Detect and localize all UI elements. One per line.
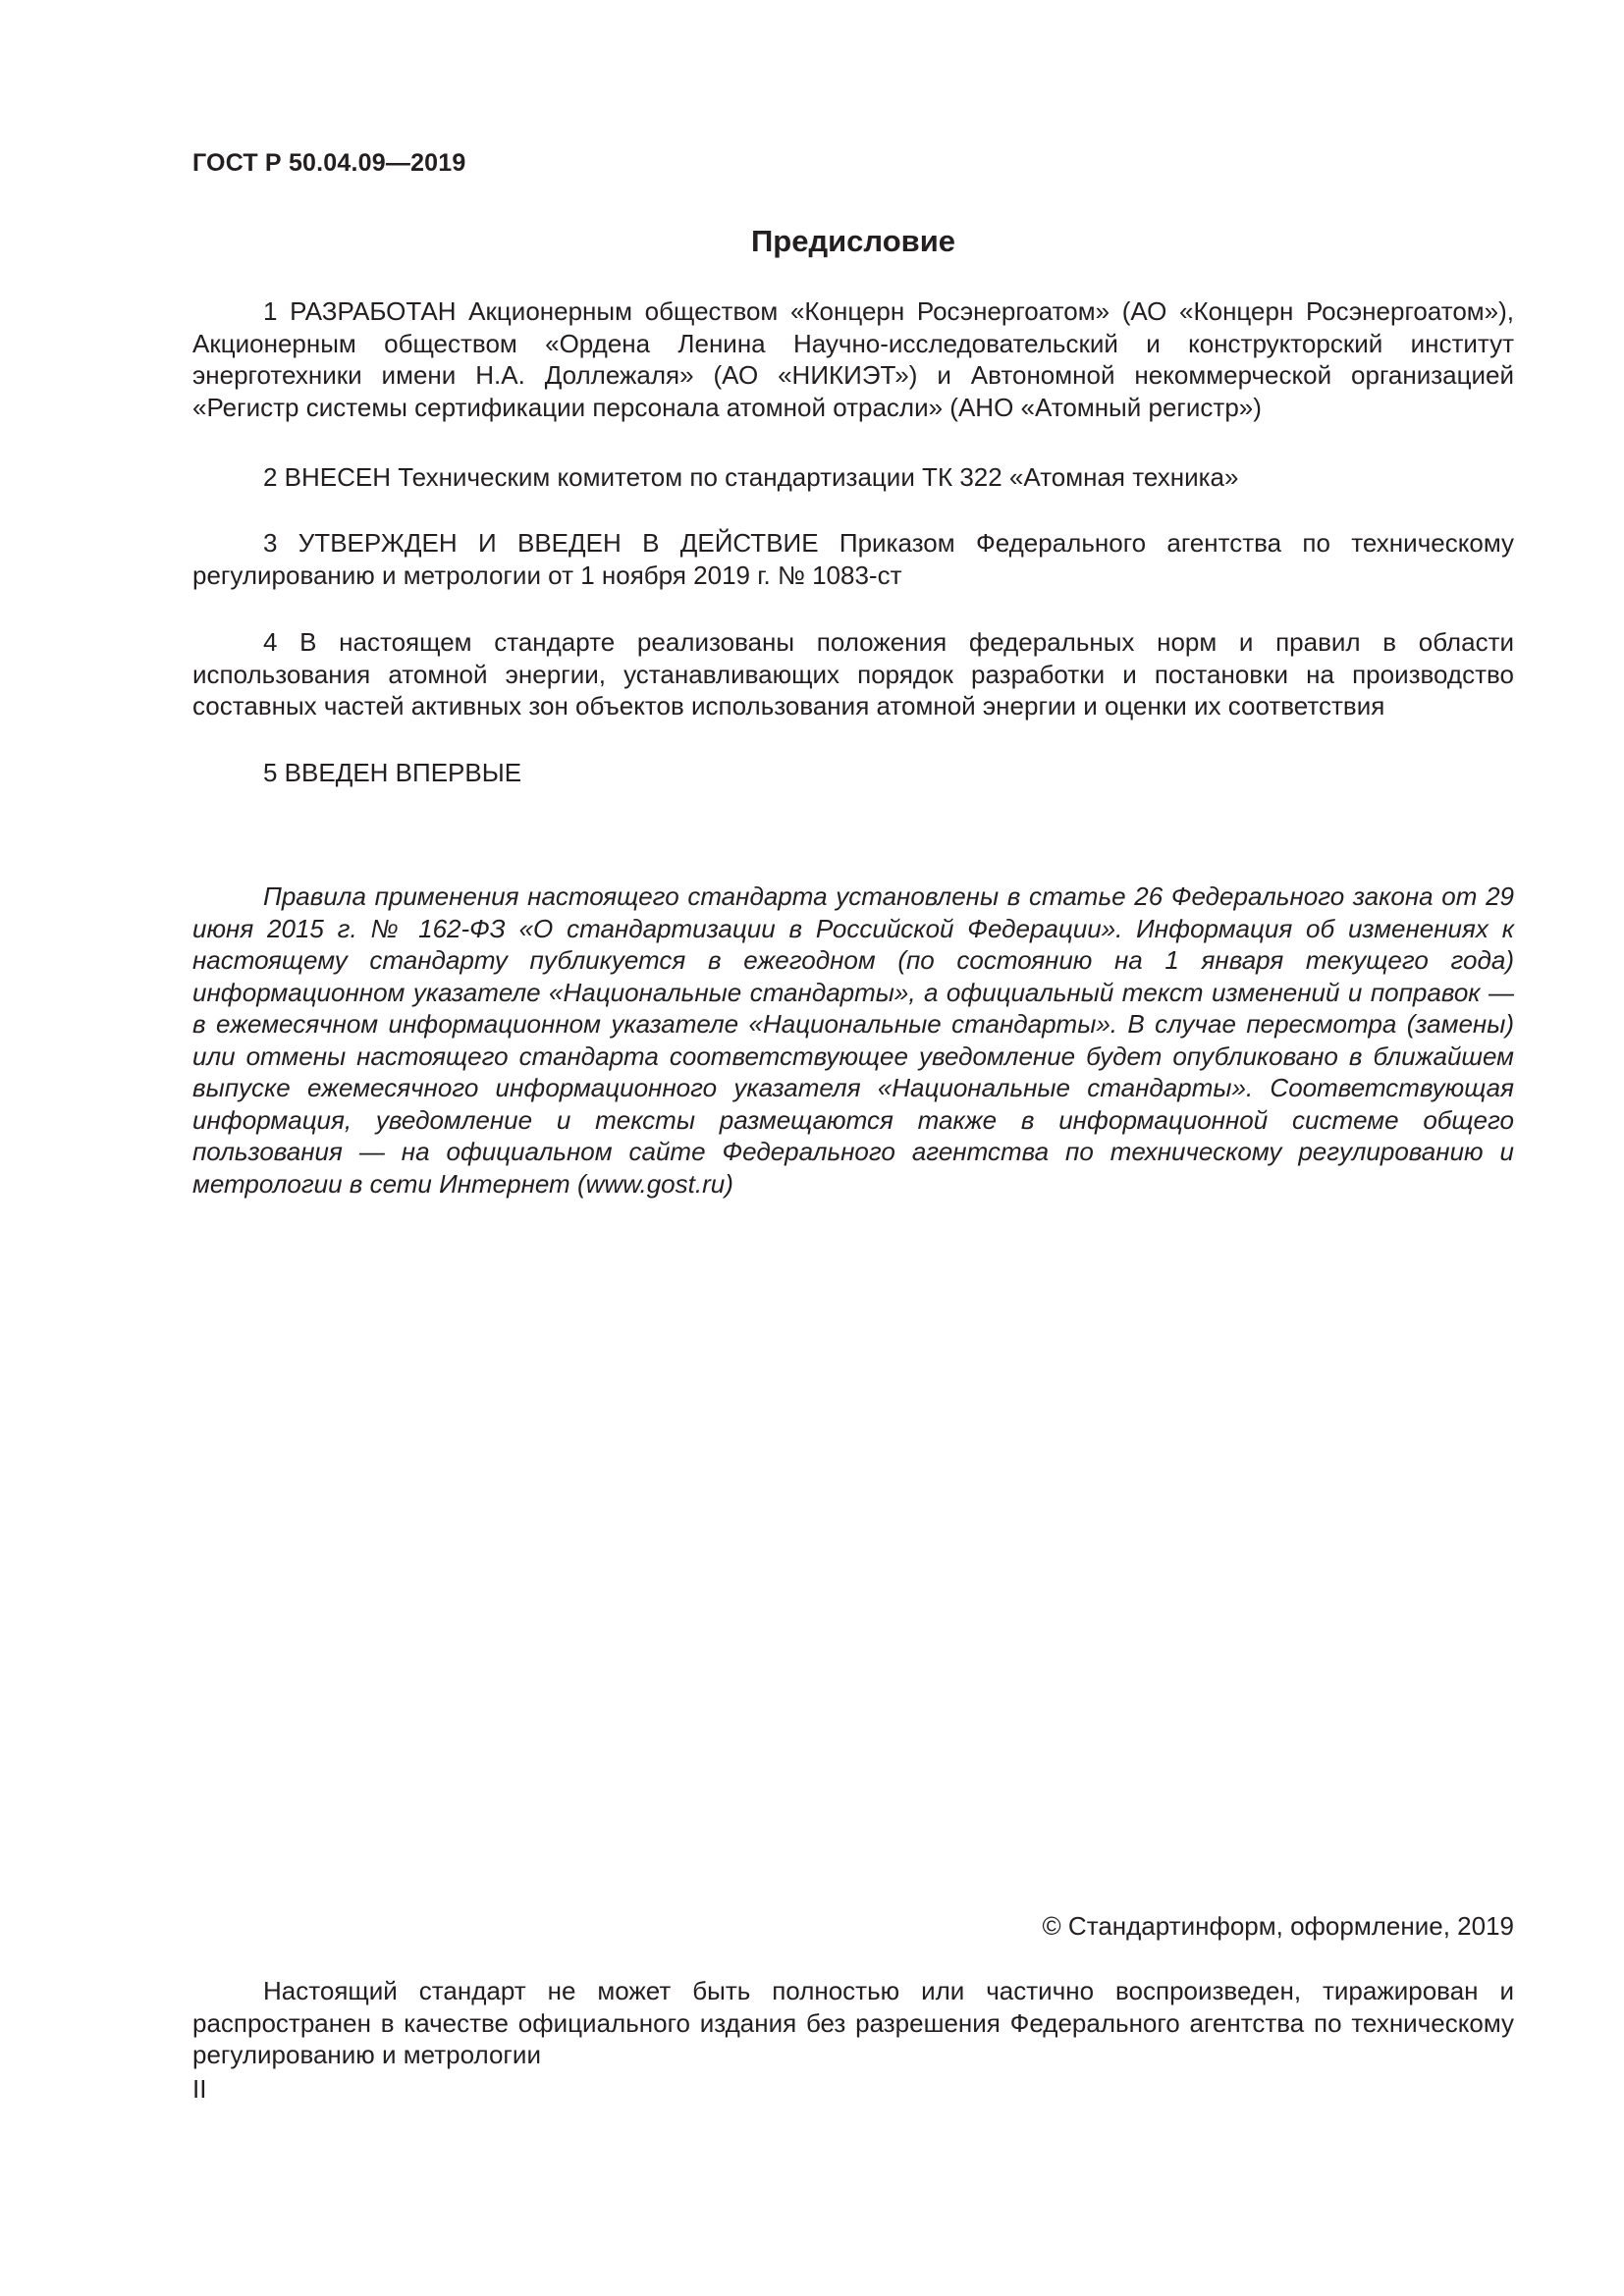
reproduction-notice: Настоящий стандарт не может быть полностью или частично воспроизведен, тиражирован и распространен в качестве официального издания без разрешения Федерального агентства по техническому регулированию и метрологии xyxy=(192,1976,1514,2069)
paragraph-approved: 3 УТВЕРЖДЕН И ВВЕДЕН В ДЕЙСТВИЕ Приказом Федерального агентства по техническому регулированию и метрологии от 1 ноября 2019 г. № 1083-ст xyxy=(192,528,1514,590)
page-title: Предисловие xyxy=(750,224,955,258)
page-number: II xyxy=(192,2074,207,2104)
document-code: ГОСТ Р 50.04.09—2019 xyxy=(192,149,466,177)
paragraph-developed-by: 1 РАЗРАБОТАН Акционерным обществом «Концерн Росэнергоатом» (АО «Концерн Росэнергоатом»), Акционерным обществом «Ордена Ленина Научно-исследовательский и конструкторский институт энерготехники имени Н.А. Доллежаля» (АО «НИКИЭТ») и Автономной некоммерческой организацией «Регистр системы сертификации персонала атомной отрасли» (АНО «Атомный регистр») xyxy=(192,296,1514,422)
paragraph-introduced-by: 2 ВНЕСЕН Техническим комитетом по стандартизации ТК 322 «Атомная техника» xyxy=(263,462,1239,492)
paragraph-norms: 4 В настоящем стандарте реализованы положения федеральных норм и правил в области использования атомной энергии, устанавливающих порядок разработки и постановки на производство составных частей активных зон объектов использования атомной энергии и оценки их соответствия xyxy=(192,627,1514,721)
application-rules-note: Правила применения настоящего стандарта установлены в статье 26 Федерального закона от 29 июня 2015 г. № 162-ФЗ «О стандартизации в Российской Федерации». Информация об изменениях к настоящему стандарту публикуется в ежегодном (по состоянию на 1 января текущего года) информационном указателе «Национальные стандарты», а официальный текст изменений и поправок — в ежемесячном информационном указателе «Национальные стандарты». В случае пересмотра (замены) или отмены настоящего стандарта соответствующее уведомление будет опубликовано в ближайшем выпуске ежемесячного информационного указателя «Национальные стандарты». Соответствующая информация, уведомление и тексты размещаются также в информационной системе общего пользования — на официальном сайте Федерального агентства по техническому регулированию и метрологии в сети Интернет (www.gost.ru) xyxy=(192,881,1514,1199)
copyright-notice: © Стандартинформ, оформление, 2019 xyxy=(1042,1911,1514,1941)
paragraph-first-introduced: 5 ВВЕДЕН ВПЕРВЫЕ xyxy=(263,758,522,787)
